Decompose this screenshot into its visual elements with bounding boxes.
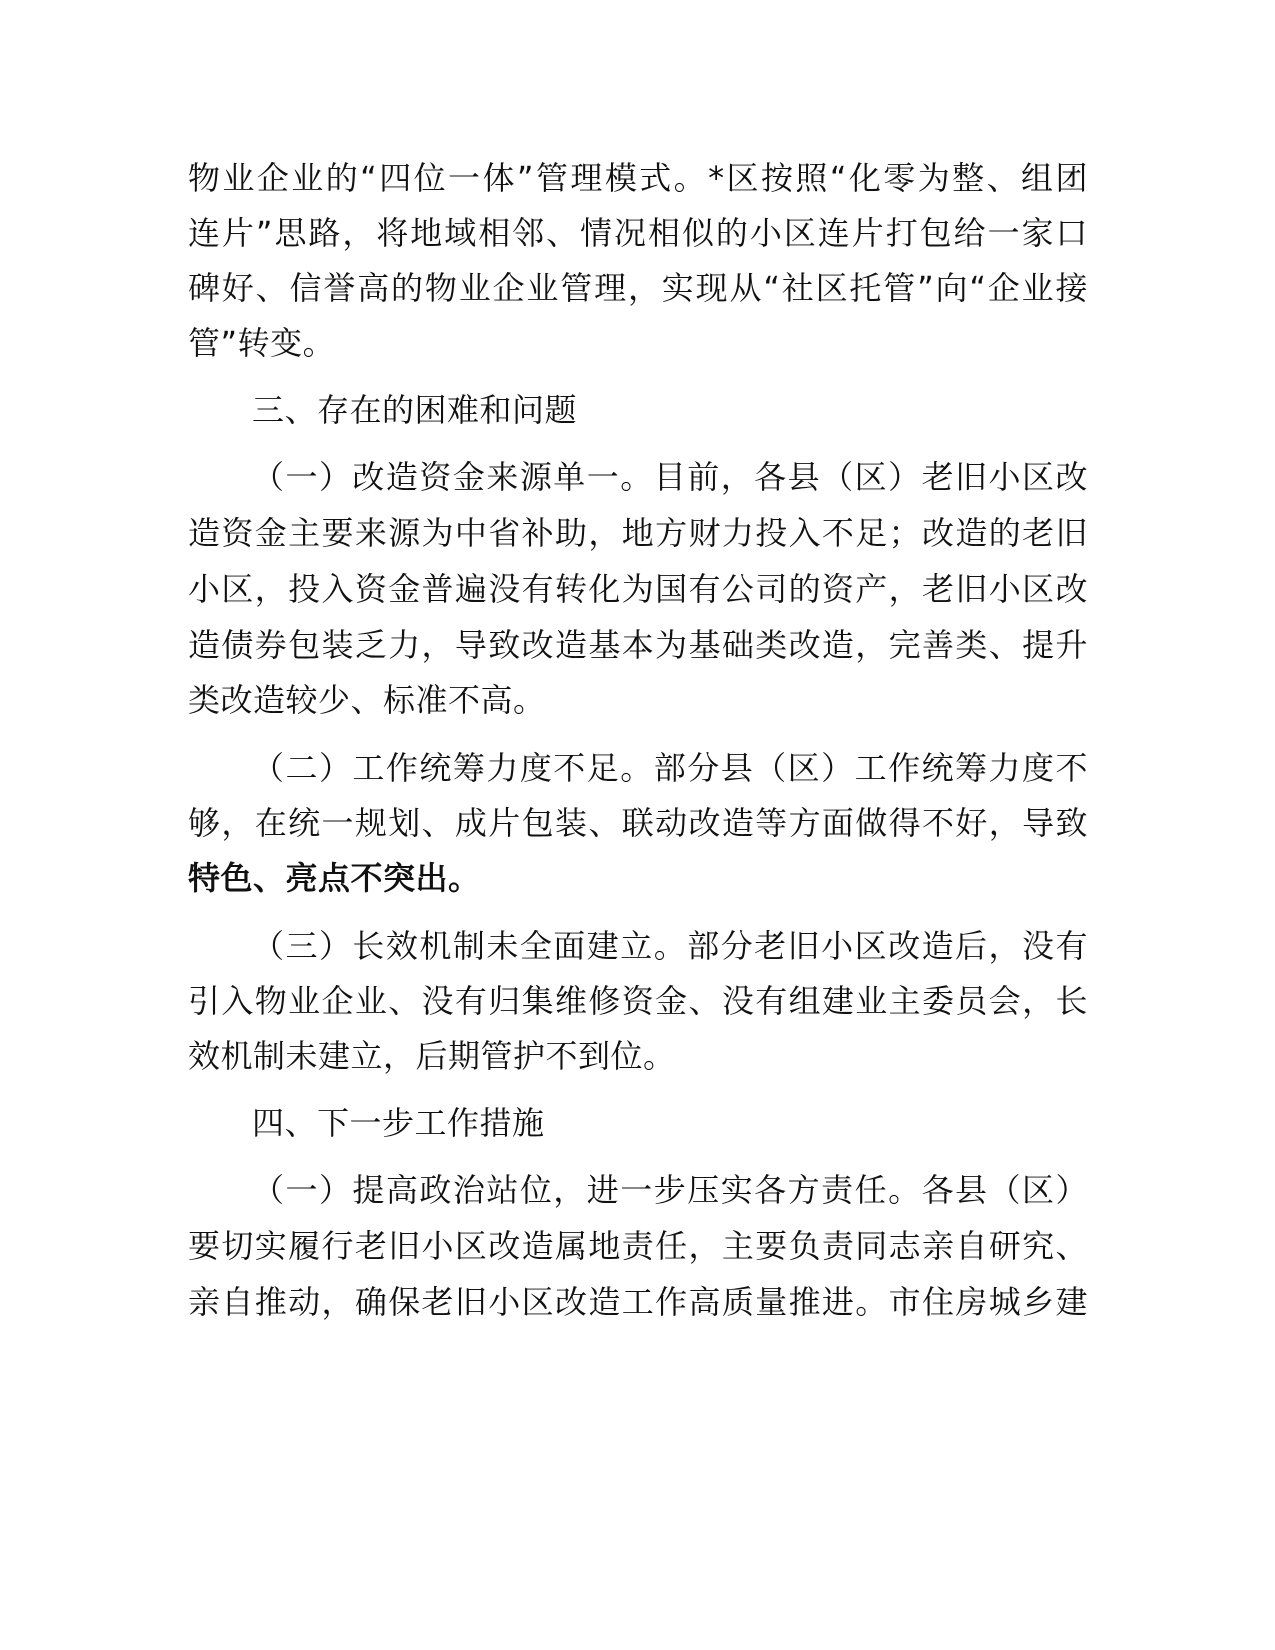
text-line: 连片”思路，将地域相邻、情况相似的小区连片打包给一家口 bbox=[188, 214, 1088, 252]
text-line: （一）改造资金来源单一。目前，各县（区）老旧小区改 bbox=[252, 458, 1088, 496]
text-line: 引入物业企业、没有归集维修资金、没有组建业主委员会，长 bbox=[188, 982, 1088, 1020]
text-line: 碑好、信誉高的物业企业管理，实现从“社区托管”向“企业接 bbox=[188, 269, 1088, 307]
text-line: 够，在统一规划、成片包装、联动改造等方面做得不好，导致 bbox=[188, 804, 1088, 842]
text-line: 造债券包装乏力，导致改造基本为基础类改造，完善类、提升 bbox=[188, 626, 1088, 664]
text-line: 物业企业的“四位一体”管理模式。*区按照“化零为整、组团 bbox=[188, 159, 1088, 197]
text-line: 亲自推动，确保老旧小区改造工作高质量推进。市住房城乡建 bbox=[188, 1283, 1088, 1321]
text-line: 管”转变。 bbox=[188, 324, 336, 362]
text-line: 效机制未建立，后期管护不到位。 bbox=[188, 1037, 676, 1075]
text-line: （一）提高政治站位，进一步压实各方责任。各县（区） bbox=[252, 1171, 1088, 1209]
text-line: （二）工作统筹力度不足。部分县（区）工作统筹力度不 bbox=[252, 749, 1088, 787]
text-line: 小区，投入资金普遍没有转化为国有公司的资产，老旧小区改 bbox=[188, 570, 1088, 608]
text-line: 类改造较少、标准不高。 bbox=[188, 681, 546, 719]
text-line: （三）长效机制未全面建立。部分老旧小区改造后，没有 bbox=[252, 927, 1088, 965]
section-heading: 四、下一步工作措施 bbox=[252, 1104, 545, 1142]
text-line: 要切实履行老旧小区改造属地责任，主要负责同志亲自研究、 bbox=[188, 1227, 1088, 1265]
section-heading: 三、存在的困难和问题 bbox=[252, 391, 578, 429]
text-line: 特色、亮点不突出。 bbox=[188, 859, 481, 897]
text-line: 造资金主要来源为中省补助，地方财力投入不足；改造的老旧 bbox=[188, 514, 1088, 552]
